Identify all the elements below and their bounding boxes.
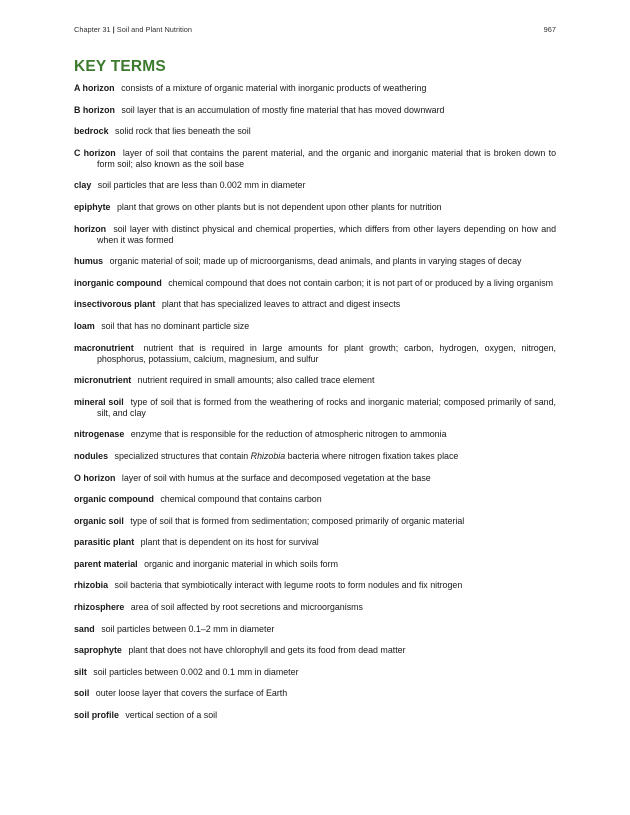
chapter-title: Soil and Plant Nutrition [116, 25, 192, 34]
key-term [74, 580, 556, 591]
term-definition-part: specialized structures that contain [114, 450, 251, 461]
term-definition: plant that is dependent on its host for survival [140, 537, 319, 548]
term-word: mineral soil [74, 396, 124, 407]
term-word: saprophyte [74, 645, 122, 656]
term-definition: soil particles between 0.002 and 0.1 mm in diameter [93, 666, 299, 677]
term-word: soil [74, 688, 90, 699]
key-term [74, 688, 556, 699]
term-word: humus [74, 256, 104, 267]
term-word: parasitic plant [74, 537, 135, 548]
page-number: 967 [543, 25, 556, 34]
term-word: bedrock [74, 126, 109, 137]
key-term [74, 321, 556, 332]
term-definition: vertical section of a soil [125, 710, 218, 721]
term-definition-italic: Rhizobia [250, 450, 286, 461]
term-definition: consists of a mixture of organic material with inorganic products of weathering [121, 83, 427, 93]
key-term [74, 537, 556, 548]
key-term [74, 429, 556, 440]
term-definition: enzyme that is responsible for the reduction of atmospheric nitrogen to ammonia [130, 429, 447, 440]
term-definition: soil layer that is an accumulation of mostly fine material that has moved downward [121, 104, 445, 115]
term-word: nodules [74, 450, 109, 461]
key-term [74, 299, 556, 310]
term-definition: chemical compound that does not contain carbon; it is not part of or produced by a living organism [168, 277, 554, 288]
term-word: sand [74, 623, 95, 634]
header-separator: | [112, 25, 115, 34]
term-definition: solid rock that lies beneath the soil [115, 126, 251, 137]
term-word: epiphyte [74, 201, 111, 212]
term-definition: layer of soil that contains the parent material, and the organic and inorganic material that is broken down to form soil; also known as the soil base [97, 147, 557, 169]
key-term [74, 148, 556, 170]
key-term [74, 494, 556, 505]
key-term [74, 710, 556, 721]
chapter-label [74, 25, 192, 34]
term-definition [115, 451, 459, 461]
term-definition: organic material of soil; made up of microorganisms, dead animals, and plants in varying stages of decay [109, 256, 522, 267]
term-definition: outer loose layer that covers the surface of Earth [95, 688, 288, 699]
term-word: horizon [74, 223, 107, 234]
key-term [74, 667, 556, 678]
key-term [74, 473, 556, 484]
term-definition: soil particles between 0.1–2 mm in diameter [101, 623, 275, 634]
term-definition: layer of soil with humus at the surface and decomposed vegetation at the base [121, 472, 431, 483]
term-word: loam [74, 320, 95, 331]
key-term [74, 126, 556, 137]
term-definition: chemical compound that contains carbon [160, 494, 322, 505]
key-term [74, 343, 556, 365]
term-definition: soil layer with distinct physical and chemical properties, which differs from other layers depending on how and when it was formed [97, 223, 557, 245]
term-definition: plant that has specialized leaves to attract and digest insects [161, 299, 401, 310]
term-word: C horizon [74, 147, 116, 158]
key-term [74, 559, 556, 570]
key-term [74, 451, 556, 462]
term-definition: organic and inorganic material in which soils form [144, 558, 338, 569]
term-definition-part: bacteria where nitrogen fixation takes place [285, 450, 459, 461]
term-definition: soil bacteria that symbiotically interact with legume roots to form nodules and fix nitrogen [114, 580, 463, 591]
chapter-number: Chapter 31 [74, 25, 111, 34]
term-word: silt [74, 666, 87, 677]
key-term [74, 645, 556, 656]
key-term [74, 397, 556, 419]
key-term [74, 224, 556, 246]
term-word: A horizon [74, 83, 115, 93]
term-definition: type of soil that is formed from the weathering of rocks and inorganic material; composed primarily of sand, silt, and clay [97, 396, 556, 418]
term-word: organic compound [74, 494, 154, 505]
key-term [74, 83, 556, 94]
term-word: organic soil [74, 515, 124, 526]
term-word: nitrogenase [74, 429, 125, 440]
term-word: clay [74, 180, 92, 191]
term-word: inorganic compound [74, 277, 162, 288]
term-definition: plant that does not have chlorophyll and gets its food from dead matter [128, 645, 406, 656]
term-definition: area of soil affected by root secretions and microorganisms [130, 602, 363, 613]
term-word: insectivorous plant [74, 299, 156, 310]
key-term [74, 624, 556, 635]
key-term [74, 516, 556, 527]
key-term [74, 375, 556, 386]
term-word: micronutrient [74, 375, 132, 386]
term-definition: nutrient required in small amounts; also called trace element [137, 375, 375, 386]
term-definition: soil that has no dominant particle size [101, 320, 250, 331]
key-term [74, 202, 556, 213]
term-definition: soil particles that are less than 0.002 mm in diameter [97, 180, 306, 191]
term-word: rhizobia [74, 580, 109, 591]
key-terms-list [74, 83, 556, 732]
term-definition: type of soil that is formed from sedimentation; composed primarily of organic material [130, 515, 465, 526]
key-term [74, 180, 556, 191]
term-word: parent material [74, 558, 138, 569]
key-term [74, 256, 556, 267]
term-word: B horizon [74, 104, 115, 115]
term-word: O horizon [74, 472, 116, 483]
key-term [74, 602, 556, 613]
term-word: macronutrient [74, 342, 134, 353]
term-word: soil profile [74, 710, 119, 721]
term-definition: nutrient that is required in large amounts for plant growth; carbon, hydrogen, oxygen, nitrogen, phosphorus, potassium, calcium, magnesium, and sulfur [97, 342, 556, 364]
section-title: KEY TERMS [74, 58, 166, 75]
key-term [74, 105, 556, 116]
term-definition: plant that grows on other plants but is not dependent upon other plants for nutrition [116, 201, 442, 212]
term-word: rhizosphere [74, 602, 125, 613]
key-term [74, 278, 556, 289]
